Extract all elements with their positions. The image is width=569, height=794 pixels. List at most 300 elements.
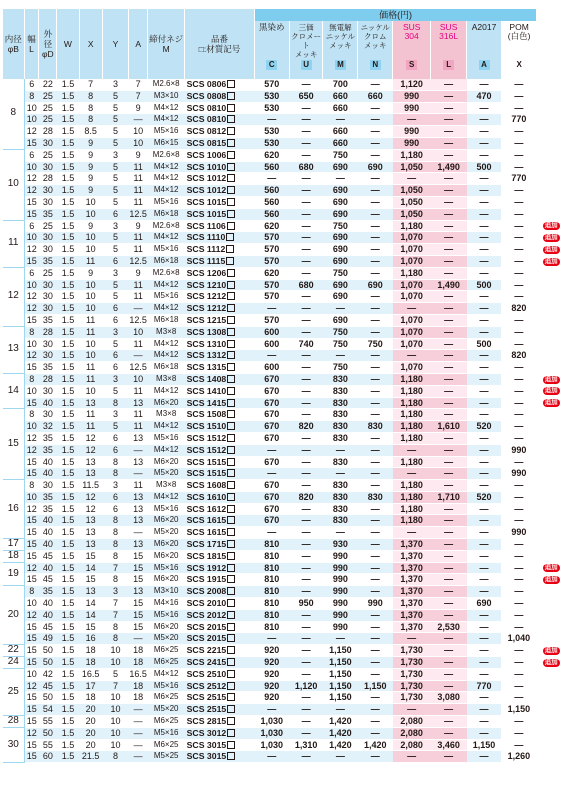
y: 5 (102, 126, 128, 138)
part-number (185, 609, 255, 621)
outer-diameter: 35 (39, 208, 57, 220)
material-code-box (227, 446, 235, 454)
w: 1.5 (57, 527, 79, 539)
price-c: — (254, 350, 289, 362)
part-number-text: SCS 1012 (186, 173, 227, 184)
part-number-text: SCS 1006 (186, 149, 227, 160)
y: 5 (102, 244, 128, 256)
price-l: — (431, 350, 467, 362)
screw: M5×16 (148, 680, 185, 692)
screw: M3×10 (148, 90, 185, 102)
part-number-text: SCS 1515 (186, 456, 227, 467)
price-a: 520 (467, 491, 502, 503)
w: 1.5 (57, 680, 79, 692)
price-x: — (501, 645, 536, 657)
price-n: 750 (358, 338, 393, 350)
material-code-box (227, 410, 235, 418)
w: 1.5 (57, 255, 79, 267)
price-c: 570 (254, 244, 289, 256)
outer-diameter: 25 (39, 220, 57, 232)
outer-diameter: 40 (39, 527, 57, 539)
outer-diameter: 30 (39, 338, 57, 350)
material-code-box (227, 469, 235, 477)
part-number-text: SCS 1012 (186, 185, 227, 196)
part-number-text: SCS 1212 (186, 303, 227, 314)
price-c: 570 (254, 79, 289, 90)
price-m: — (323, 114, 358, 126)
price-c: — (254, 704, 289, 716)
y: 3 (102, 373, 128, 385)
w: 1.5 (57, 739, 79, 751)
price-u: — (289, 362, 323, 374)
price-n: — (358, 668, 393, 680)
material-code-box (226, 233, 234, 241)
inner-diameter-group: 13 (3, 326, 24, 373)
price-s: — (393, 303, 431, 315)
x: 16.5 (79, 668, 102, 680)
material-code-box (227, 505, 235, 513)
screw: M4×12 (148, 385, 185, 397)
part-number-text: SCS 1515 (186, 468, 227, 479)
table-row (3, 279, 566, 291)
width: 8 (24, 586, 39, 598)
finish-code: X (514, 60, 525, 70)
material-code-box (226, 257, 234, 265)
price-u: — (289, 432, 323, 444)
price-m: 1,150 (323, 680, 358, 692)
y: 10 (102, 645, 128, 657)
price-m: 750 (323, 267, 358, 279)
y: 5 (102, 668, 128, 680)
price-u: — (289, 126, 323, 138)
price-l: — (431, 598, 467, 610)
table-row (3, 126, 566, 138)
badge-cell (536, 255, 566, 267)
inner-diameter-group: 10 (3, 149, 24, 220)
price-a: — (467, 362, 502, 374)
y: 8 (102, 527, 128, 539)
outer-diameter: 25 (39, 149, 57, 161)
part-number-text: SCS 1610 (186, 491, 227, 502)
width: 15 (24, 621, 39, 633)
w: 1.5 (57, 421, 79, 433)
price-n: — (358, 468, 393, 480)
price-c: 810 (254, 598, 289, 610)
outer-diameter: 40 (39, 468, 57, 480)
price-u: — (289, 621, 323, 633)
w: 1.5 (57, 668, 79, 680)
part-number (185, 751, 255, 763)
table-row (3, 751, 566, 763)
screw: M5×25 (148, 751, 185, 763)
price-c: 530 (254, 90, 289, 102)
part-number-text: SCS 0806 (186, 79, 227, 89)
price-m: 660 (323, 126, 358, 138)
table-body (3, 79, 566, 763)
part-number-text: SCS 1615 (186, 527, 227, 538)
table-row (3, 303, 566, 315)
x: 15 (79, 574, 102, 586)
table-row (3, 326, 566, 338)
price-x: — (501, 574, 536, 586)
price-x: — (501, 480, 536, 492)
screw: M5×16 (148, 432, 185, 444)
price-m: 990 (323, 598, 358, 610)
price-m: 700 (323, 79, 358, 90)
price-a: — (467, 574, 502, 586)
screw: M6×20 (148, 621, 185, 633)
y: 7 (102, 609, 128, 621)
price-m: 1,420 (323, 716, 358, 728)
a: 10 (129, 373, 148, 385)
width: 12 (24, 444, 39, 456)
screw: M4×12 (148, 232, 185, 244)
x: 8.5 (79, 126, 102, 138)
screw: M6×25 (148, 645, 185, 657)
y: 8 (102, 539, 128, 551)
price-m: — (323, 303, 358, 315)
x: 9 (79, 267, 102, 279)
price-s: 1,050 (393, 185, 431, 197)
price-a: — (467, 444, 502, 456)
width: 8 (24, 326, 39, 338)
y: 6 (102, 303, 128, 315)
part-number (185, 704, 255, 716)
price-c: 670 (254, 491, 289, 503)
price-s: 990 (393, 102, 431, 114)
price-s: 1,370 (393, 550, 431, 562)
price-n: 690 (358, 279, 393, 291)
part-number (185, 444, 255, 456)
outer-diameter: 30 (39, 279, 57, 291)
price-m: 1,150 (323, 657, 358, 669)
outer-diameter: 30 (39, 161, 57, 173)
y: 8 (102, 468, 128, 480)
price-a: — (467, 657, 502, 669)
table-row (3, 173, 566, 185)
badge-cell (536, 704, 566, 716)
part-number (185, 550, 255, 562)
outer-diameter: 40 (39, 397, 57, 409)
table-row (3, 149, 566, 161)
price-l: — (431, 550, 467, 562)
price-l: — (431, 149, 467, 161)
badge-cell (536, 149, 566, 161)
price-x: — (501, 621, 536, 633)
x: 7 (79, 79, 102, 90)
part-number-text: SCS 1612 (186, 503, 227, 514)
header-finish-c (254, 21, 289, 79)
price-u: — (289, 326, 323, 338)
finish-code: M (335, 60, 346, 70)
x: 18 (79, 645, 102, 657)
price-m: 830 (323, 397, 358, 409)
price-u: — (289, 716, 323, 728)
a: 11 (129, 185, 148, 197)
price-l: — (431, 633, 467, 645)
price-u: — (289, 314, 323, 326)
x: 21.5 (79, 751, 102, 763)
price-s: 1,050 (393, 161, 431, 173)
outer-diameter: 30 (39, 244, 57, 256)
price-a: — (467, 456, 502, 468)
price-m: 690 (323, 291, 358, 303)
a: 13 (129, 515, 148, 527)
w: 1.5 (57, 432, 79, 444)
price-n: — (358, 539, 393, 551)
part-number (185, 350, 255, 362)
x: 13 (79, 515, 102, 527)
width: 6 (24, 149, 39, 161)
w: 1.5 (57, 279, 79, 291)
x: 13 (79, 586, 102, 598)
y: 3 (102, 267, 128, 279)
material-code-box (227, 375, 235, 383)
width: 10 (24, 102, 39, 114)
price-l: — (431, 79, 467, 90)
part-number (185, 279, 255, 291)
price-n: — (358, 515, 393, 527)
part-number-text: SCS 0810 (186, 114, 227, 125)
screw: M4×12 (148, 102, 185, 114)
price-c: 530 (254, 126, 289, 138)
part-number (185, 727, 255, 739)
header-badge-spacer (536, 9, 566, 79)
price-l: — (431, 586, 467, 598)
part-number (185, 291, 255, 303)
table-row (3, 716, 566, 728)
price-u: 1,310 (289, 739, 323, 751)
part-number-text: SCS 1512 (186, 444, 227, 455)
badge-cell (536, 137, 566, 149)
price-a: — (467, 503, 502, 515)
badge-cell (536, 480, 566, 492)
new-addition-badge: 追加 (544, 564, 558, 572)
part-number-text: SCS 2012 (186, 609, 227, 620)
a: 15 (129, 621, 148, 633)
material-code-box (227, 611, 235, 619)
price-a: 500 (467, 161, 502, 173)
price-n: — (358, 704, 393, 716)
table-row (3, 527, 566, 539)
price-c: 670 (254, 480, 289, 492)
price-a: — (467, 255, 502, 267)
y: 10 (102, 657, 128, 669)
price-a: — (467, 137, 502, 149)
inner-diameter-group: 25 (3, 668, 24, 715)
material-code-box (227, 540, 235, 548)
table-row (3, 79, 566, 90)
price-x: 820 (501, 303, 536, 315)
price-x: — (501, 503, 536, 515)
price-a: 770 (467, 680, 502, 692)
price-l: — (431, 574, 467, 586)
part-number (185, 267, 255, 279)
price-s: 990 (393, 90, 431, 102)
x: 11 (79, 326, 102, 338)
width: 10 (24, 598, 39, 610)
badge-cell (536, 161, 566, 173)
a: 13 (129, 432, 148, 444)
outer-diameter: 30 (39, 385, 57, 397)
x: 11 (79, 362, 102, 374)
price-x: — (501, 90, 536, 102)
material-code-box (227, 634, 235, 642)
price-m: 690 (323, 185, 358, 197)
badge-cell (536, 550, 566, 562)
screw: M6×20 (148, 539, 185, 551)
badge-cell (536, 421, 566, 433)
width: 12 (24, 562, 39, 574)
price-x: — (501, 586, 536, 598)
price-x: — (501, 267, 536, 279)
price-l: — (431, 173, 467, 185)
price-s: — (393, 173, 431, 185)
table-row (3, 421, 566, 433)
y: 8 (102, 456, 128, 468)
price-l: 3,460 (431, 739, 467, 751)
badge-cell (536, 232, 566, 244)
price-n: — (358, 232, 393, 244)
price-s: 1,180 (393, 432, 431, 444)
price-s: 1,180 (393, 373, 431, 385)
price-l: — (431, 727, 467, 739)
x: 10 (79, 350, 102, 362)
outer-diameter: 40 (39, 609, 57, 621)
material-code-box (227, 658, 235, 666)
table-row (3, 586, 566, 598)
a: 15 (129, 609, 148, 621)
price-l: — (431, 126, 467, 138)
price-l: — (431, 196, 467, 208)
table-row (3, 680, 566, 692)
header-x: X (79, 9, 102, 79)
price-c: 670 (254, 503, 289, 515)
price-s: 1,070 (393, 291, 431, 303)
price-n: 830 (358, 421, 393, 433)
price-m: 750 (323, 149, 358, 161)
outer-diameter: 40 (39, 539, 57, 551)
table-row (3, 444, 566, 456)
screw: M2.6×8 (148, 267, 185, 279)
a: 12.5 (129, 362, 147, 373)
finish-label: SUS 304 (402, 22, 421, 41)
material-code-box (227, 729, 235, 737)
part-number-text: SCS 1415 (186, 397, 227, 408)
x: 18 (79, 692, 102, 704)
price-u: — (289, 303, 323, 315)
price-a: — (467, 350, 502, 362)
price-x: — (501, 185, 536, 197)
material-code-box (227, 222, 235, 230)
material-code-box (227, 705, 235, 713)
part-number-text: SCS 1410 (186, 385, 227, 396)
price-l: — (431, 668, 467, 680)
x: 9 (79, 220, 102, 232)
x: 18 (79, 657, 102, 669)
w: 1.5 (57, 562, 79, 574)
y: 8 (102, 633, 128, 645)
w: 1.5 (57, 657, 79, 669)
outer-diameter: 45 (39, 621, 57, 633)
outer-diameter: 25 (39, 267, 57, 279)
y: 8 (102, 574, 128, 586)
part-number-text: SCS 1815 (186, 550, 227, 561)
a: 11 (129, 409, 148, 421)
w: 1.5 (57, 692, 79, 704)
screw: M3×8 (148, 409, 185, 421)
part-number (185, 79, 255, 90)
price-x: — (501, 668, 536, 680)
table-row (3, 539, 566, 551)
price-s: 1,370 (393, 562, 431, 574)
price-n: — (358, 456, 393, 468)
a: — (129, 468, 148, 480)
table-row (3, 503, 566, 515)
finish-code: L (443, 60, 454, 70)
screw: M3×8 (148, 326, 185, 338)
badge-cell (536, 373, 566, 385)
price-l: — (431, 90, 467, 102)
w: 1.5 (57, 326, 79, 338)
price-s: 1,070 (393, 362, 431, 374)
part-number (185, 657, 255, 669)
price-x: — (501, 550, 536, 562)
part-number (185, 326, 255, 338)
outer-diameter: 45 (39, 680, 57, 692)
price-n: — (358, 126, 393, 138)
badge-cell (536, 527, 566, 539)
price-c: 810 (254, 609, 289, 621)
part-number (185, 668, 255, 680)
price-n: — (358, 149, 393, 161)
price-s: 1,120 (393, 79, 431, 90)
material-code-box (227, 115, 235, 123)
table-row (3, 244, 566, 256)
w: 1.5 (57, 409, 79, 421)
price-a: — (467, 539, 502, 551)
badge-cell (536, 456, 566, 468)
width: 12 (24, 185, 39, 197)
price-m: 1,150 (323, 668, 358, 680)
y: 5 (102, 114, 128, 126)
price-l: 1,490 (431, 279, 467, 291)
x: 13 (79, 527, 102, 539)
price-c: 920 (254, 657, 289, 669)
price-n: — (358, 350, 393, 362)
y: 6 (102, 444, 128, 456)
price-u: 650 (289, 90, 323, 102)
badge-cell (536, 126, 566, 138)
a: 18 (129, 645, 148, 657)
part-number-text: SCS 1106 (186, 220, 226, 231)
screw: M2.6×8 (148, 149, 185, 161)
y: 6 (102, 432, 128, 444)
price-u: — (289, 373, 323, 385)
material-code-box (227, 316, 235, 324)
y: 5 (102, 291, 128, 303)
outer-diameter: 32 (39, 421, 57, 433)
y: 7 (102, 598, 128, 610)
price-m: 990 (323, 586, 358, 598)
width: 12 (24, 680, 39, 692)
x: 20 (79, 727, 102, 739)
y: 3 (102, 586, 128, 598)
a: 9 (129, 220, 148, 232)
header-y: Y (102, 9, 128, 79)
badge-cell (536, 279, 566, 291)
price-x: — (501, 255, 536, 267)
